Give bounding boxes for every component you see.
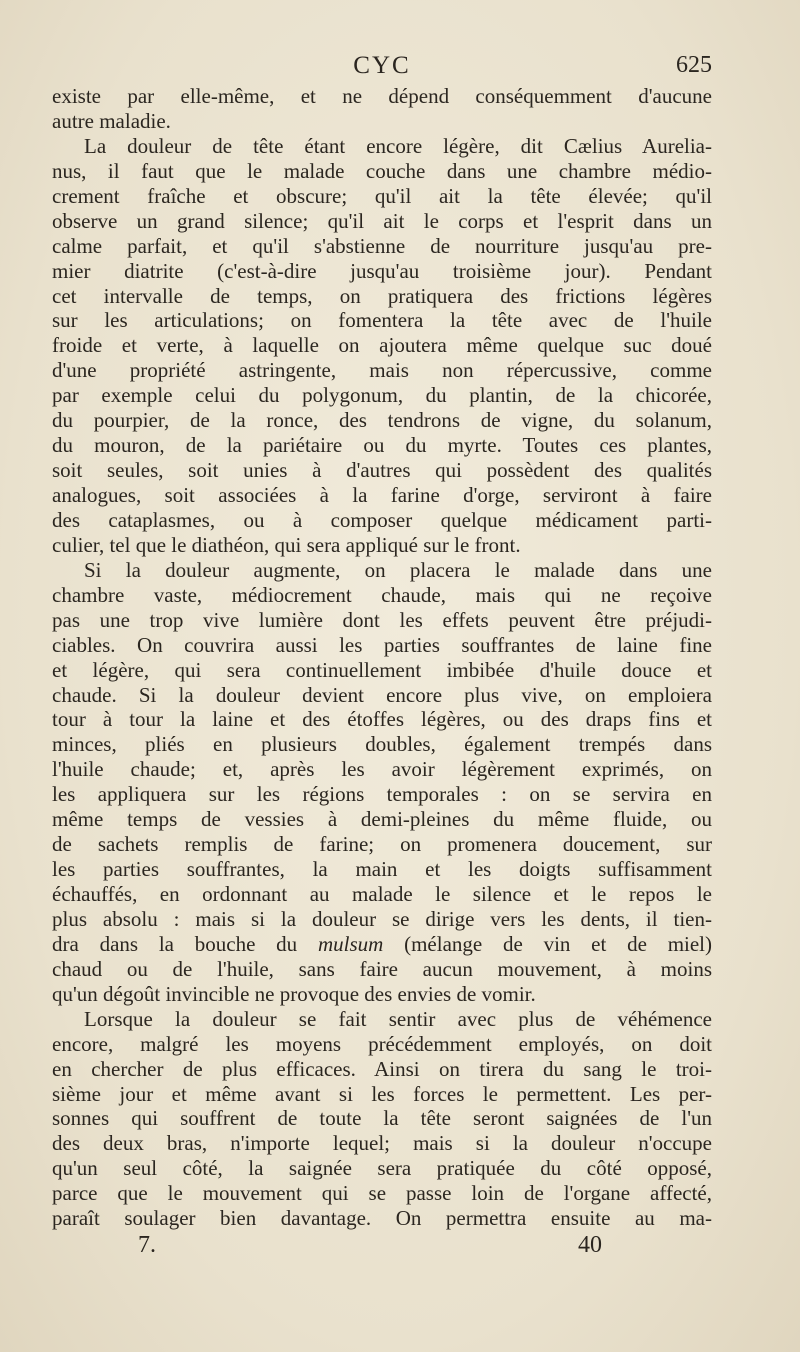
text-line (52, 558, 712, 583)
text-segment: de sachets remplis de farine; on promenera doucement, sur (52, 832, 712, 857)
text-line (52, 184, 712, 209)
text-line (52, 1057, 712, 1082)
sheet-number: 40 (578, 1232, 602, 1258)
italic-term: mulsum (317, 931, 384, 956)
text-segment: qu'un seul côté, la saignée sera pratiquée du côté opposé, (52, 1156, 712, 1181)
text-segment: des cataplasmes, ou à composer quelque médicament parti- (52, 507, 712, 532)
text-line (52, 408, 712, 433)
text-line (52, 159, 712, 184)
running-head: CYC (353, 52, 411, 79)
text-segment: et légère, qui sera continuellement imbibée d'huile douce et (52, 657, 712, 682)
text-segment: par exemple celui du polygonum, du plantin, de la chicorée, (52, 383, 712, 408)
text-segment: sur les articulations; on fomentera la tête avec de l'huile (52, 308, 712, 333)
text-segment: qu'un dégoût invincible ne provoque des envies de vomir. (52, 981, 536, 1006)
text-line (52, 757, 712, 782)
text-segment: autre maladie. (52, 108, 171, 133)
text-segment: crement fraîche et obscure; qu'il ait la tête élevée; qu'il (52, 183, 712, 208)
text-line (52, 259, 712, 284)
text-segment: mier diatrite (c'est-à-dire jusqu'au troisième jour). Pendant (52, 258, 712, 283)
text-line (52, 907, 712, 932)
text-segment: calme parfait, et qu'il s'abstienne de nourriture jusqu'au pre- (52, 233, 712, 258)
text-segment: La douleur de tête étant encore légère, dit Cælius Aurelia- (84, 133, 712, 158)
text-segment: chaude. Si la douleur devient encore plus vive, on emploiera (52, 682, 712, 707)
text-line (52, 857, 712, 882)
text-line (52, 1181, 712, 1206)
text-segment: Si la douleur augmente, on placera le malade dans une (84, 557, 712, 582)
text-line (52, 1156, 712, 1181)
text-segment: les appliquera sur les régions temporales : on se servira en (52, 782, 712, 807)
text-line (52, 932, 712, 957)
text-segment: parce que le mouvement qui se passe loin de l'organe affecté, (52, 1181, 712, 1206)
text-line (52, 508, 712, 533)
text-segment: des deux bras, n'importe lequel; mais si la douleur n'occupe (52, 1131, 712, 1156)
signature-mark: 7. (138, 1232, 156, 1258)
text-segment: ciables. On couvrira aussi les parties souffrantes de laine fine (52, 632, 712, 657)
text-line (52, 1007, 712, 1032)
text-line (52, 1131, 712, 1156)
text-segment: existe par elle-même, et ne dépend conséquemment d'aucune (52, 84, 712, 108)
text-line (52, 1206, 712, 1231)
text-segment: encore, malgré les moyens précédemment employés, on doit (52, 1031, 712, 1056)
text-segment: cet intervalle de temps, on pratiquera des frictions légères (52, 283, 712, 308)
body-text (52, 84, 712, 1231)
text-segment: froide et verte, à laquelle on ajoutera même quelque suc doué (52, 333, 712, 358)
text-line (52, 433, 712, 458)
text-line (52, 732, 712, 757)
text-line (52, 84, 712, 109)
text-segment: paraît soulager bien davantage. On permettra ensuite au ma- (52, 1206, 712, 1231)
text-segment: nus, il faut que le malade couche dans une chambre médio- (52, 158, 712, 183)
text-line (52, 1032, 712, 1057)
text-line (52, 832, 712, 857)
text-segment: chaud ou de l'huile, sans faire aucun mouvement, à moins (52, 956, 712, 981)
text-line (52, 333, 712, 358)
text-segment: observe un grand silence; qu'il ait le corps et l'esprit dans un (52, 208, 712, 233)
text-segment: analogues, soit associées à la farine d'orge, serviront à faire (52, 483, 712, 507)
text-segment: minces, pliés en plusieurs doubles, également trempés dans (52, 732, 712, 757)
text-line (52, 1082, 712, 1107)
text-line (52, 209, 712, 234)
text-line (52, 234, 712, 259)
text-line (52, 284, 712, 309)
text-segment: sonnes qui souffrent de toute la tête seront saignées de l'un (52, 1106, 712, 1131)
page-footer (52, 1232, 712, 1262)
text-line (52, 308, 712, 333)
text-segment: culier, tel que le diathéon, qui sera appliqué sur le front. (52, 532, 521, 557)
text-line (52, 982, 712, 1007)
text-segment: sième jour et même avant si les forces le permettent. Les per- (52, 1081, 712, 1106)
text-line (52, 882, 712, 907)
text-line (52, 807, 712, 832)
text-segment: même temps de vessies à demi-pleines du même fluide, ou (52, 807, 712, 832)
text-line (52, 782, 712, 807)
text-line (52, 658, 712, 683)
text-line (52, 383, 712, 408)
text-segment: échauffés, en ordonnant au malade le silence et le repos le (52, 882, 712, 906)
text-segment: en chercher de plus efficaces. Ainsi on tirera du sang le troi- (52, 1056, 712, 1081)
text-line (52, 683, 712, 708)
text-segment: (mélange de vin et de miel) (383, 931, 713, 956)
text-line (52, 608, 712, 633)
text-segment: l'huile chaude; et, après les avoir légèrement exprimés, on (52, 757, 712, 782)
text-segment: chambre vaste, médiocrement chaude, mais qui ne reçoive (52, 582, 712, 607)
text-line (52, 458, 712, 483)
text-line (52, 533, 712, 558)
text-line (52, 1106, 712, 1131)
text-line (52, 707, 712, 732)
text-line (52, 957, 712, 982)
text-segment: dra dans la bouche du (52, 931, 318, 956)
page-header (52, 52, 712, 86)
text-segment: les parties souffrantes, la main et les doigts suffisamment (52, 857, 712, 882)
text-line (52, 109, 712, 134)
text-segment: soit seules, soit unies à d'autres qui possèdent des qualités (52, 458, 712, 483)
text-segment: d'une propriété astringente, mais non répercussive, comme (52, 358, 712, 383)
text-line (52, 358, 712, 383)
text-line (52, 134, 712, 159)
text-segment: pas une trop vive lumière dont les effets peuvent être préjudi- (52, 607, 712, 632)
text-segment: plus absolu : mais si la douleur se dirige vers les dents, il tien- (52, 906, 712, 931)
text-line (52, 583, 712, 608)
text-segment: du pourpier, de la ronce, des tendrons de vigne, du solanum, (52, 408, 712, 433)
page-number: 625 (676, 52, 712, 78)
text-segment: tour à tour la laine et des étoffes légères, ou des draps fins et (52, 707, 712, 732)
text-segment: Lorsque la douleur se fait sentir avec plus de véhémence (84, 1006, 712, 1031)
text-line (52, 483, 712, 508)
text-segment: du mouron, de la pariétaire ou du myrte. Toutes ces plantes, (52, 433, 712, 458)
text-line (52, 633, 712, 658)
